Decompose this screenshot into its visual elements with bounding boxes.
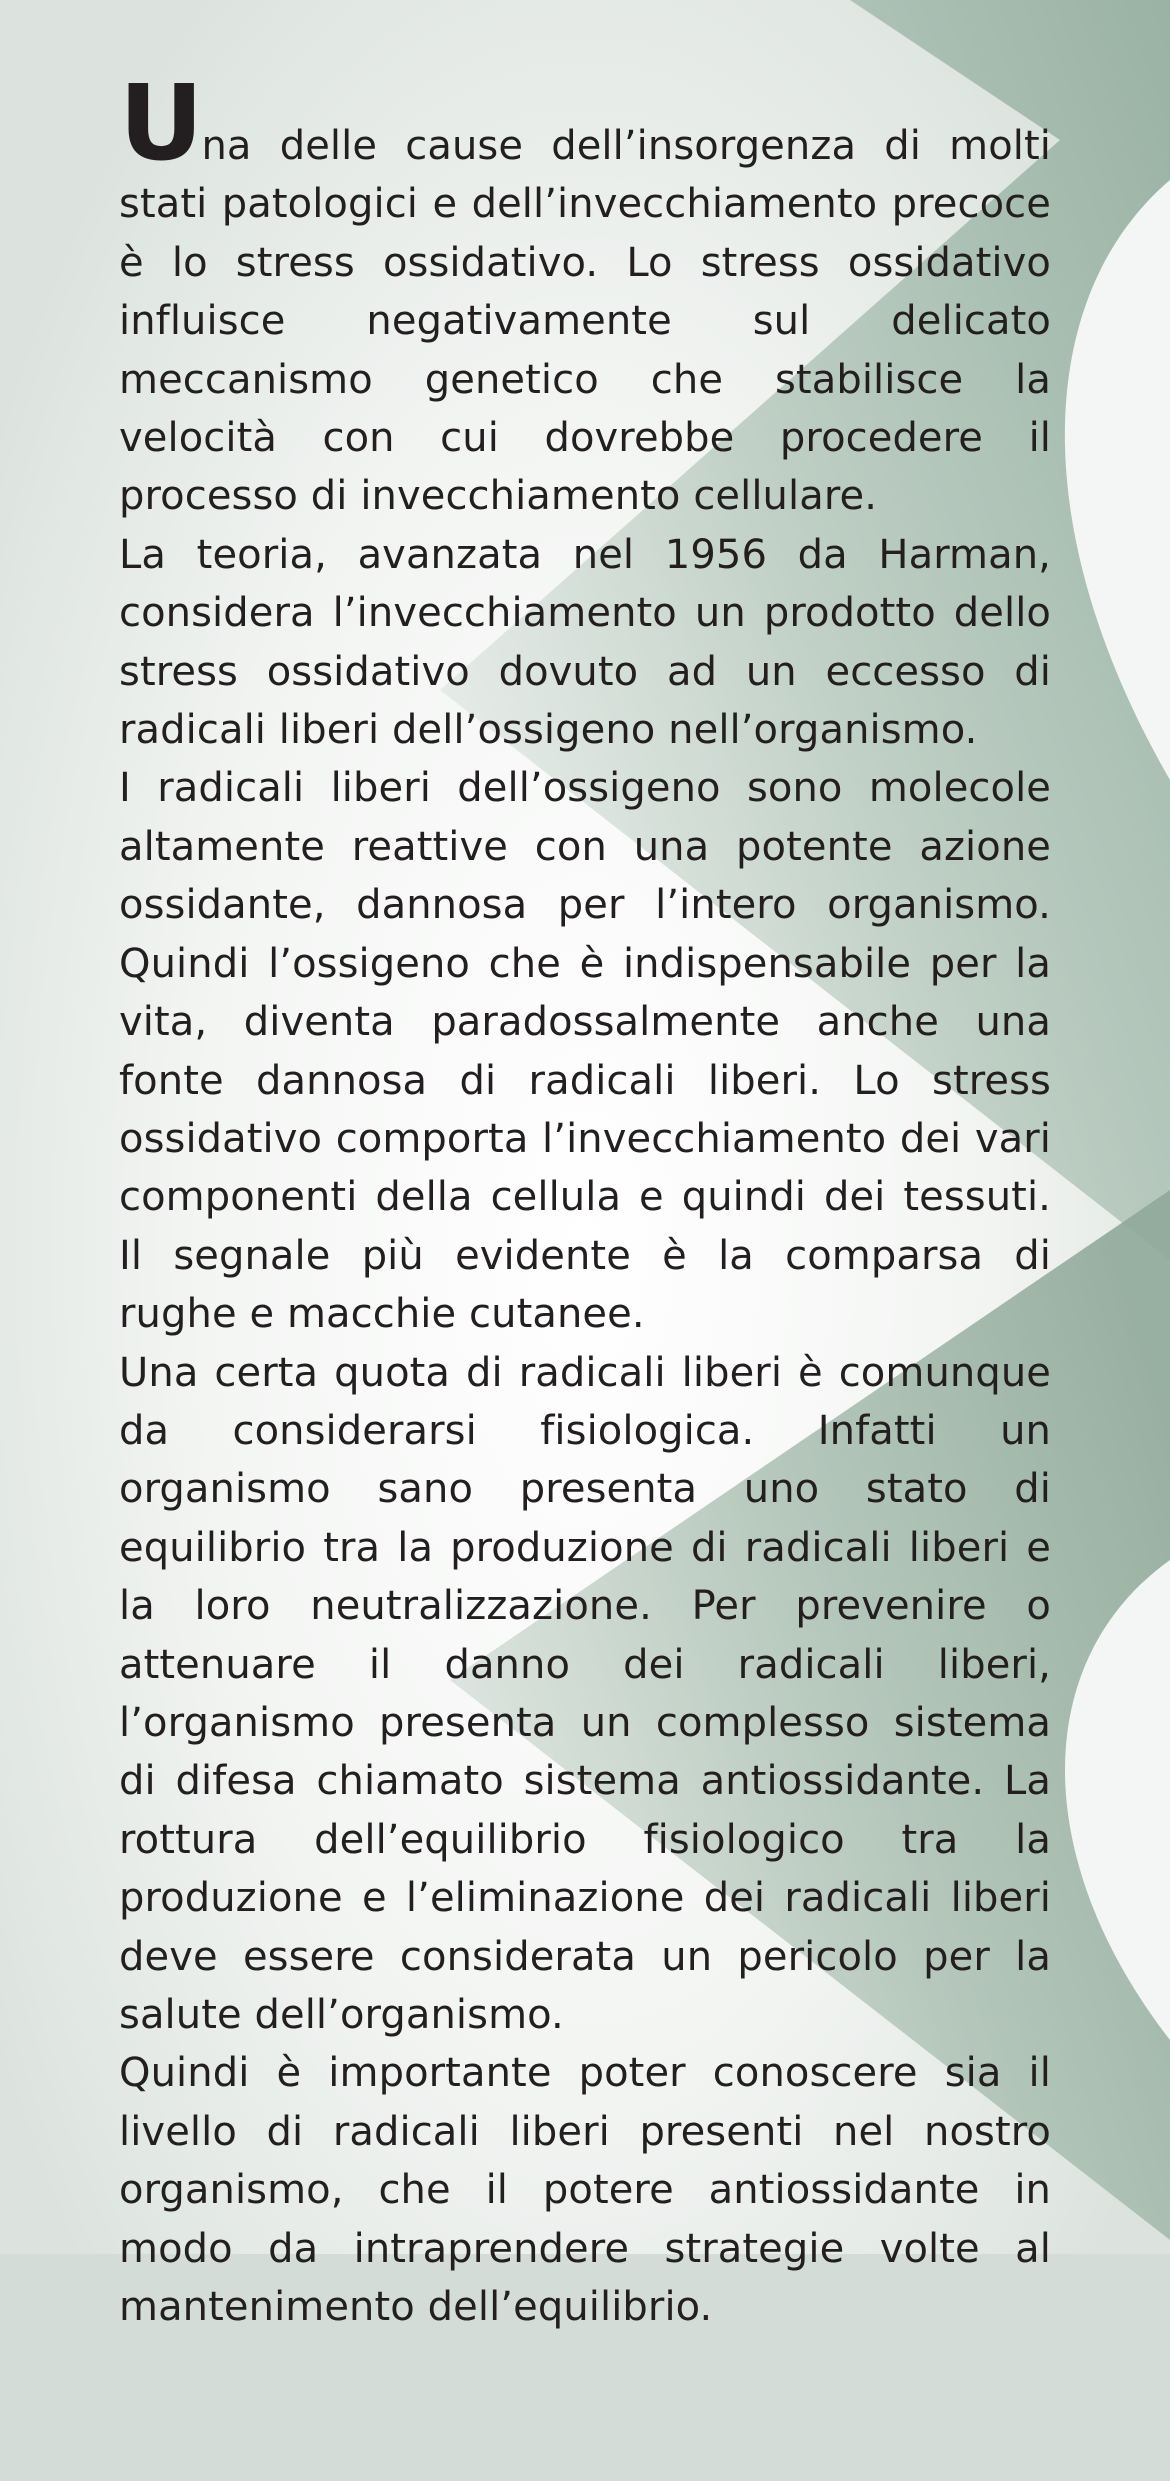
drop-cap: U [119,62,202,184]
paragraph-3: I radicali liberi dell’ossigeno sono molecole altamente reattive con una potente azione ossidante, dannosa per l’intero organismo. Quindi l’ossigeno che è indispensabile per la vita, diventa paradossalmente anche una fonte dannosa di radicali liberi. Lo stress ossidativo comporta l’invecchiamento dei vari componenti della cellula e quindi dei tessuti. Il segnale più evidente è la comparsa di rughe e macchie cutanee. [119,765,1051,1338]
paragraph-1-text: na delle cause dell’insorgenza di molti stati patologici e dell’invecchiamento precoce è lo stress ossidativo. Lo stress ossidativo influisce negativamente sul delicato meccanismo genetico che stabilisce la velocità con cui dovrebbe procedere il processo di invecchiamento cellulare. [119,123,1051,520]
paragraph-4: Una certa quota di radicali liberi è comunque da considerarsi fisiologica. Infatti un organismo sano presenta uno stato di equilibrio tra la produzione di radicali liberi e la loro neutralizzazione. Per prevenire o attenuare il danno dei radicali liberi, l’organismo presenta un complesso sistema di difesa chiamato sistema antiossidante. La rottura dell’equilibrio fisiologico tra la produzione e l’eliminazione dei radicali liberi deve essere considerata un pericolo per la salute dell’organismo. [119,1349,1051,2038]
paragraph-1 [119,62,1051,526]
article-text [119,62,1051,2336]
paragraph-5: Quindi è importante poter conoscere sia il livello di radicali liberi presenti nel nostro organismo, che il potere antiossidante in modo da intraprendere strategie volte al mantenimento dell’equilibrio. [119,2050,1051,2331]
paragraph-2: La teoria, avanzata nel 1956 da Harman, considera l’invecchiamento un prodotto dello stress ossidativo dovuto ad un eccesso di radicali liberi dell’ossigeno nell’organismo. [119,531,1051,754]
